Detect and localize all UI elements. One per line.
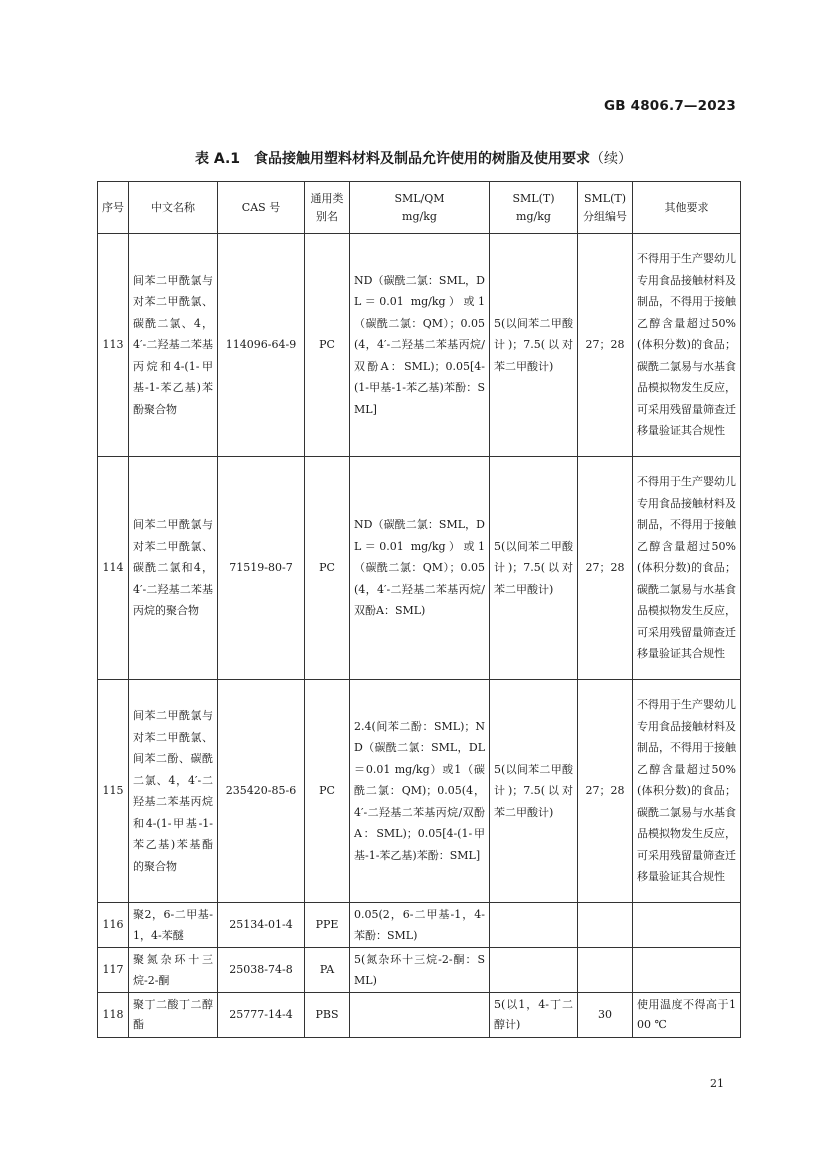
cell-sml-t: 5(以1，4-丁二醇计) — [490, 993, 578, 1038]
cell-group: 27；28 — [578, 234, 633, 457]
caption-title: 食品接触用塑料材料及制品允许使用的树脂及使用要求 — [254, 151, 591, 167]
cell-group — [578, 948, 633, 993]
col-header-cas: CAS 号 — [218, 182, 305, 234]
cell-no: 117 — [98, 948, 129, 993]
cell-no: 118 — [98, 993, 129, 1038]
cell-group: 27；28 — [578, 457, 633, 680]
cell-sml-qm: ND（碳酰二氯：SML，DL＝0.01 mg/kg）或1（碳酰二氯：QM）；0.05(4，4′-二羟基二苯基丙烷/双酚A：SML) — [350, 457, 490, 680]
cell-other: 不得用于生产婴幼儿专用食品接触材料及制品，不得用于接触乙醇含量超过50%(体积分数)的食品；碳酰二氯易与水基食品模拟物发生反应，可采用残留量筛查迁移量验证其合规性 — [633, 680, 741, 903]
col-header-other: 其他要求 — [633, 182, 741, 234]
table-row — [98, 680, 741, 903]
cell-cas: 25777-14-4 — [218, 993, 305, 1038]
table-row — [98, 234, 741, 457]
cell-other: 不得用于生产婴幼儿专用食品接触材料及制品，不得用于接触乙醇含量超过50%(体积分数)的食品；碳酰二氯易与水基食品模拟物发生反应，可采用残留量筛查迁移量验证其合规性 — [633, 234, 741, 457]
table-row — [98, 993, 741, 1038]
cell-cas: 71519-80-7 — [218, 457, 305, 680]
cell-abbr: PC — [305, 457, 350, 680]
cell-no: 114 — [98, 457, 129, 680]
cell-other — [633, 948, 741, 993]
col-header-sml-t: SML(T) mg/kg — [490, 182, 578, 234]
table-row — [98, 903, 741, 948]
cell-sml-t: 5(以间苯二甲酸计)；7.5(以对苯二甲酸计) — [490, 234, 578, 457]
cell-no: 115 — [98, 680, 129, 903]
cell-sml-t — [490, 903, 578, 948]
cell-name: 间苯二甲酰氯与对苯二甲酰氯、碳酰二氯、4，4′-二羟基二苯基丙烷和4-(1-甲基-1-苯乙基)苯酚聚合物 — [129, 234, 218, 457]
cell-name: 聚2，6-二甲基-1，4-苯醚 — [129, 903, 218, 948]
caption-continued: （续） — [590, 151, 633, 167]
cell-sml-qm: 2.4(间苯二酚：SML)；ND（碳酰二氯：SML，DL＝0.01 mg/kg）或1（碳酰二氯：QM)；0.05(4，4′-二羟基二苯基丙烷/双酚A：SML)；0.05[4-(1-甲基-1-苯乙基)苯酚：SML] — [350, 680, 490, 903]
table-row — [98, 457, 741, 680]
col-header-name: 中文名称 — [129, 182, 218, 234]
cell-no: 116 — [98, 903, 129, 948]
col-header-group: SML(T) 分组编号 — [578, 182, 633, 234]
cell-name: 间苯二甲酰氯与对苯二甲酰氯、碳酰二氯和4，4′-二羟基二苯基丙烷的聚合物 — [129, 457, 218, 680]
cell-sml-qm: 0.05(2，6-二甲基-1，4-苯酚：SML) — [350, 903, 490, 948]
cell-other: 使用温度不得高于100 ℃ — [633, 993, 741, 1038]
cell-sml-qm: 5(氮杂环十三烷-2-酮：SML) — [350, 948, 490, 993]
page-number: 21 — [710, 1077, 724, 1090]
cell-sml-t — [490, 948, 578, 993]
cell-other — [633, 903, 741, 948]
cell-cas: 114096-64-9 — [218, 234, 305, 457]
cell-cas: 25038-74-8 — [218, 948, 305, 993]
caption-number: 表 A.1 — [194, 151, 241, 167]
table-caption — [0, 148, 827, 168]
cell-abbr: PPE — [305, 903, 350, 948]
cell-group: 27；28 — [578, 680, 633, 903]
cell-name: 聚氮杂环十三烷-2-酮 — [129, 948, 218, 993]
col-header-sml-qm: SML/QM mg/kg — [350, 182, 490, 234]
cell-other: 不得用于生产婴幼儿专用食品接触材料及制品，不得用于接触乙醇含量超过50%(体积分数)的食品；碳酰二氯易与水基食品模拟物发生反应，可采用残留量筛查迁移量验证其合规性 — [633, 457, 741, 680]
standard-code: GB 4806.7—2023 — [603, 98, 736, 114]
col-header-no: 序号 — [98, 182, 129, 234]
cell-group: 30 — [578, 993, 633, 1038]
cell-abbr: PA — [305, 948, 350, 993]
cell-sml-qm: ND（碳酰二氯：SML，DL＝0.01 mg/kg）或1（碳酰二氯：QM）；0.05(4，4′-二羟基二苯基丙烷/双酚A：SML)；0.05[4-(1-甲基-1-苯乙基)苯酚：SML] — [350, 234, 490, 457]
table-header-row — [98, 182, 741, 234]
col-header-abbr: 通用类别名 — [305, 182, 350, 234]
table-row — [98, 948, 741, 993]
cell-sml-t: 5(以间苯二甲酸计)；7.5(以对苯二甲酸计) — [490, 680, 578, 903]
cell-no: 113 — [98, 234, 129, 457]
cell-abbr: PBS — [305, 993, 350, 1038]
cell-sml-t: 5(以间苯二甲酸计)；7.5(以对苯二甲酸计) — [490, 457, 578, 680]
cell-group — [578, 903, 633, 948]
resin-table — [97, 181, 741, 1038]
cell-abbr: PC — [305, 680, 350, 903]
cell-cas: 235420-85-6 — [218, 680, 305, 903]
cell-name: 聚丁二酸丁二醇酯 — [129, 993, 218, 1038]
cell-cas: 25134-01-4 — [218, 903, 305, 948]
cell-sml-qm — [350, 993, 490, 1038]
cell-abbr: PC — [305, 234, 350, 457]
cell-name: 间苯二甲酰氯与对苯二甲酰氯、间苯二酚、碳酰二氯、4，4′-二羟基二苯基丙烷和4-(1-甲基-1-苯乙基)苯基酯的聚合物 — [129, 680, 218, 903]
